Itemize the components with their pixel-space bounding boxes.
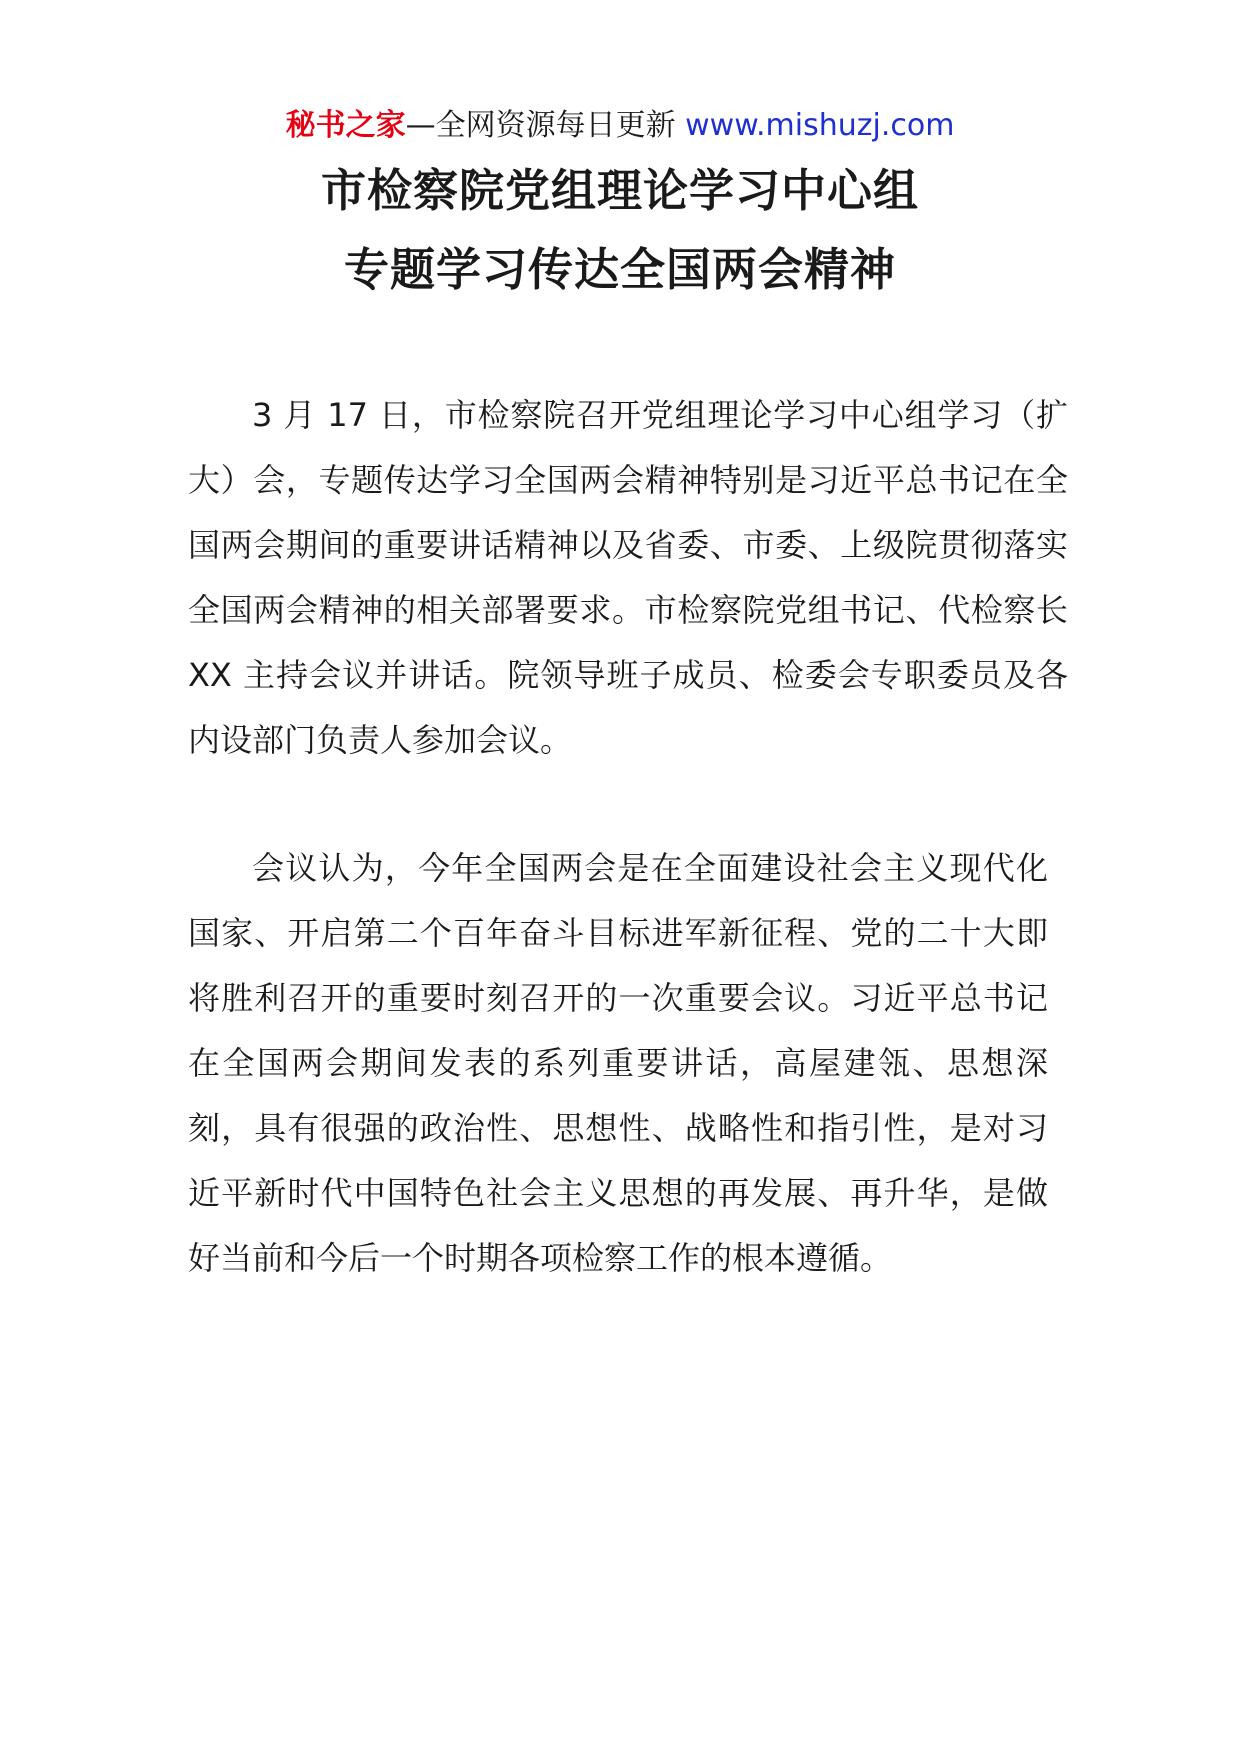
site-url-link[interactable]: www.mishuzj.com bbox=[685, 108, 955, 143]
paragraph-2: 会议认为，今年全国两会是在全面建设社会主义现代化国家、开启第二个百年奋斗目标进军新征程、党的二十大即将胜利召开的重要时刻召开的一次重要会议。习近平总书记在全国两会期间发表的系列重要讲话，高屋建瓴、思想深刻，具有很强的政治性、思想性、战略性和指引性，是对习近平新时代中国特色社会主义思想的再发展、再升华，是做好当前和今后一个时期各项检察工作的根本遵循。 bbox=[188, 849, 1048, 1277]
document-title-line-1: 市检察院党组理论学习中心组 bbox=[320, 164, 919, 217]
site-tagline: —全网资源每日更新 bbox=[405, 108, 676, 143]
site-brand: 秘书之家 bbox=[285, 108, 406, 143]
paragraph-1: 3 月 17 日，市检察院召开党组理论学习中心组学习（扩大）会，专题传达学习全国两会精神特别是习近平总书记在全国两会期间的重要讲话精神以及省委、市委、上级院贯彻落实全国两会精神的相关部署要求。市检察院党组书记、代检察长 XX 主持会议并讲话。院领导班子成员、检委会专职委员及各内设部门负责人参加会议。 bbox=[188, 396, 1068, 759]
document-title-line-2: 专题学习传达全国两会精神 bbox=[343, 243, 896, 296]
site-header bbox=[0, 104, 1240, 148]
